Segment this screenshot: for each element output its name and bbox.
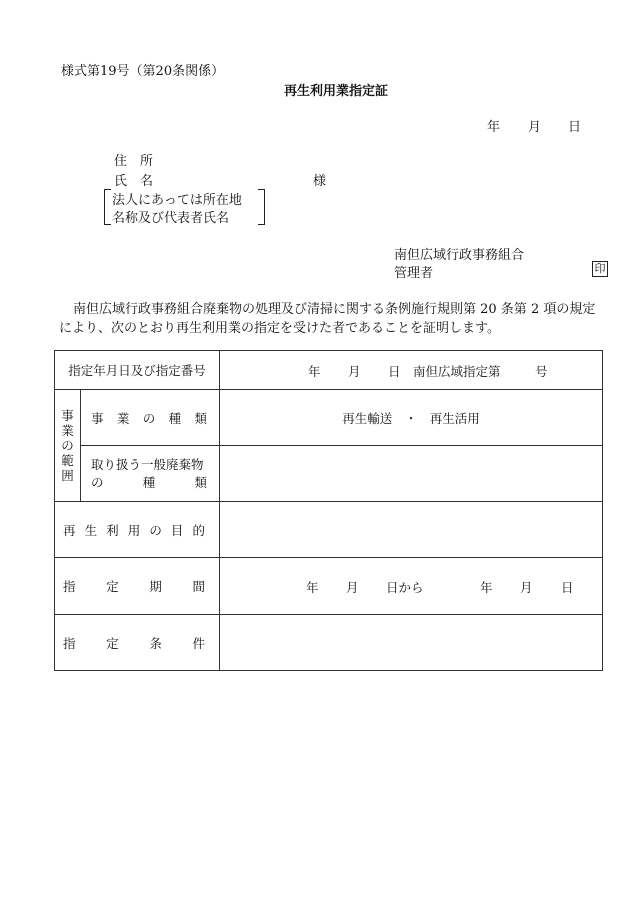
document-title: 再生利用業指定証 [284, 84, 389, 99]
waste-type-value [220, 446, 603, 502]
table-row-period [55, 558, 603, 615]
table-row-purpose [55, 502, 603, 558]
business-scope-label: 事 業 の 範 囲 [55, 390, 81, 502]
designation-table [54, 350, 603, 671]
address-label: 住 所 [114, 154, 154, 169]
period-from-year: 年 [306, 580, 319, 595]
issuer-org: 南但広域行政事務組合 [394, 248, 525, 263]
business-type-value: 再生輸送 ・ 再生活用 [220, 390, 603, 446]
right-bracket [258, 189, 265, 225]
honorific: 様 [313, 174, 327, 189]
name-label: 氏 名 [114, 174, 154, 189]
designation-date-label: 指定年月日及び指定番号 [55, 351, 220, 390]
body-line1: 南但広域行政事務組合廃棄物の処理及び清掃に関する条例施行規則第 20 条第 2 項の規定 [73, 302, 596, 317]
seal-stamp: 印 [592, 261, 608, 277]
business-type-label: 事 業 の 種 類 [81, 390, 220, 446]
issue-month: 月 [528, 120, 542, 135]
waste-type-label: 取り扱う一般廃棄物 の 種 類 [81, 446, 220, 502]
issue-day: 日 [568, 120, 582, 135]
period-from-day: 日から [386, 580, 424, 595]
designation-number-suffix: 号 [535, 364, 548, 379]
corp-note-line2: 名称及び代表者氏名 [112, 211, 230, 226]
corp-note-line1: 法人にあっては所在地 [112, 193, 242, 208]
issuer-title: 管理者 [394, 266, 434, 281]
designation-date-value [220, 351, 603, 390]
table-row-waste-type [55, 446, 603, 502]
period-to-year: 年 [480, 580, 493, 595]
designation-year: 年 [308, 364, 321, 379]
period-from-month: 月 [346, 580, 359, 595]
designation-number-prefix: 南但広域指定第 [413, 364, 501, 379]
purpose-label: 再 生 利 用 の 目 的 [55, 502, 220, 558]
left-bracket [104, 189, 111, 225]
designation-day: 日 [388, 364, 401, 379]
period-label: 指 定 期 間 [55, 558, 220, 615]
form-number: 様式第19号（第20条関係） [61, 64, 225, 79]
period-value [220, 558, 603, 615]
period-to-month: 月 [520, 580, 533, 595]
designation-month: 月 [348, 364, 361, 379]
conditions-label: 指 定 条 件 [55, 615, 220, 671]
issue-year: 年 [487, 120, 501, 135]
body-line2: により、次のとおり再生利用業の指定を受けた者であることを証明します。 [59, 321, 500, 336]
table-row-designation-date [55, 351, 603, 390]
purpose-value [220, 502, 603, 558]
table-row-business-type [55, 390, 603, 446]
period-to-day: 日 [561, 580, 574, 595]
table-row-conditions [55, 615, 603, 671]
conditions-value [220, 615, 603, 671]
